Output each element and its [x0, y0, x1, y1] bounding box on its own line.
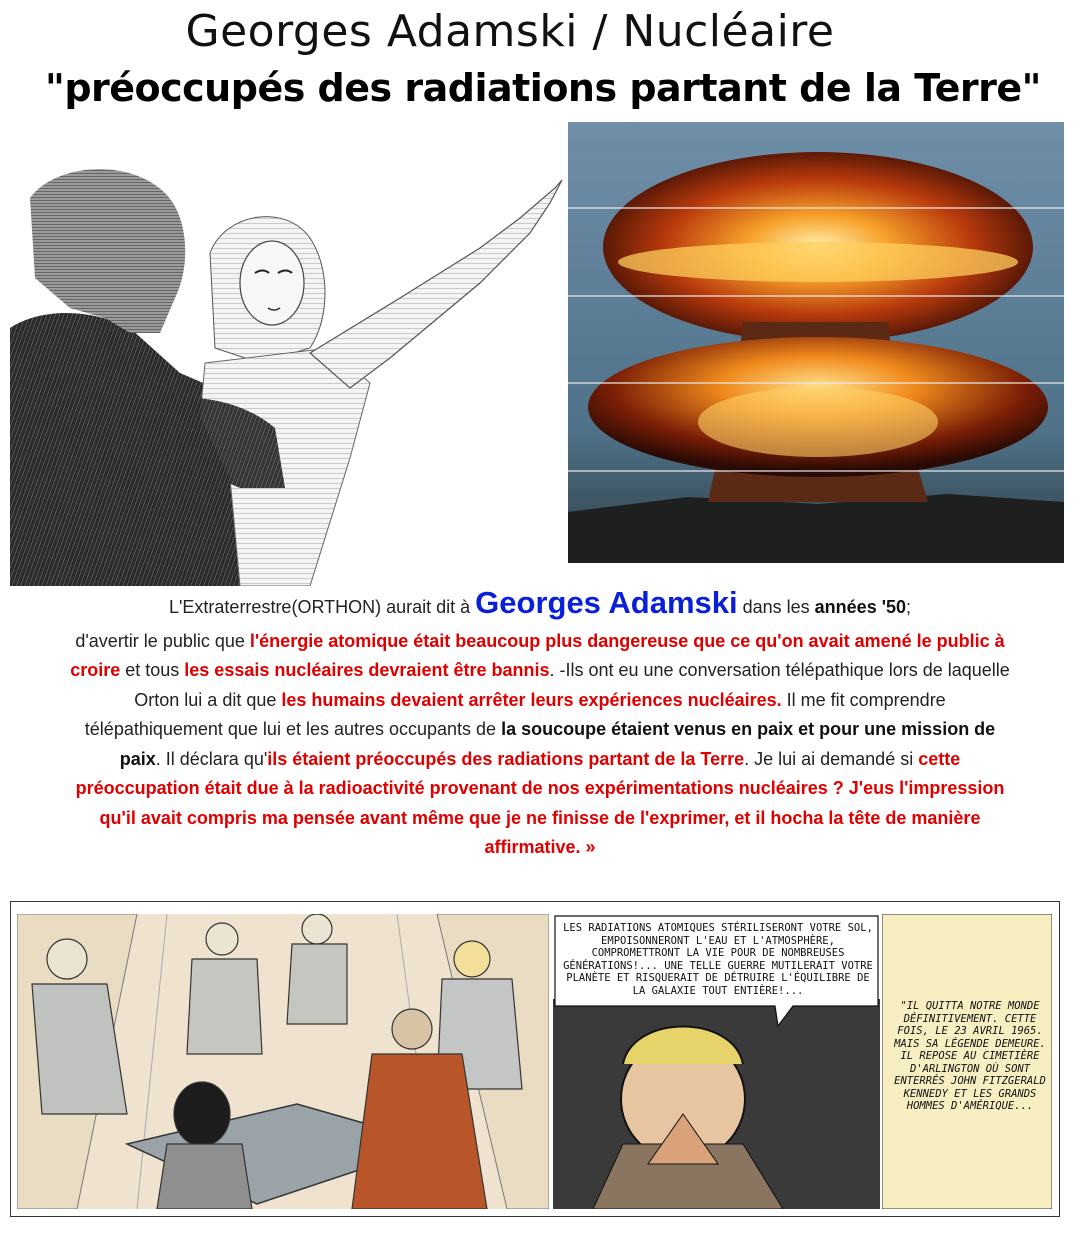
text-segment: . -Ils ont eu une conversation télépathique lors de laquelle Orton lui a dit que	[134, 660, 1010, 710]
intro-start: L'Extraterrestre(ORTHON) aurait dit à	[168, 597, 476, 617]
page-subtitle: "préoccupés des radiations partant de la Terre"	[45, 66, 1041, 110]
highlight-radioactivity: cette préoccupation était due à la radioactivité provenant de nos expérimentations nucléaires ? J'eus l'impression qu'il avait compris ma pensée avant même que je ne finisse de l'exprimer, et il hocha la tête de manière affirmative. »	[75, 748, 1005, 857]
article-paragraph	[70, 627, 1010, 863]
adamski-name: Georges Adamski	[475, 585, 738, 620]
intro-line	[40, 585, 1040, 623]
years-text: années '50	[814, 597, 907, 617]
intro-mid: dans les	[737, 597, 815, 617]
adamski-orthon-illustration	[10, 158, 570, 586]
text-segment: d'avertir le public que	[75, 630, 250, 651]
text-segment: . Je lui ai demandé si	[744, 748, 919, 769]
caption-text: "IL QUITTA NOTRE MONDE DÉFINITIVEMENT. CETTE FOIS, LE 23 AVRIL 1965. MAIS SA LÉGENDE DEMEURE. IL REPOSE AU CIMETIÈRE D'ARLINGTON OÙ SONT ENTERRÉS JOHN FITZGERALD KENNEDY ET LES GRANDS HOMMES D'AMÉRIQUE...	[894, 1000, 1046, 1112]
nuclear-explosion-photo	[568, 122, 1064, 563]
page-title: Georges Adamski / Nucléaire	[185, 6, 835, 57]
highlight-tests-banned: les essais nucléaires devraient être bannis	[184, 660, 550, 680]
text-segment: . Il déclara qu'	[155, 748, 268, 769]
text-segment: et tous	[120, 660, 185, 680]
intro-end: ;	[906, 597, 912, 617]
highlight-radiations: ils étaient préoccupés des radiations partant de la Terre	[267, 748, 745, 769]
speech-balloon-text: LES RADIATIONS ATOMIQUES STÉRILISERONT VOTRE SOL, EMPOISONNERONT L'EAU ET L'ATMOSPHÈRE, COMPROMETTRONT LA VIE POUR DE NOMBREUSES GÉNÉRATIONS!... UNE TELLE GUERRE MUTILERAIT VOTRE PLANÈTE ET RISQUERAIT DE DÉTRUIRE L'ÉQUILIBRE DE LA GALAXIE TOUT ENTIÈRE!...	[563, 922, 873, 997]
highlight-stop-experiments: les humains devaient arrêter leurs expériences nucléaires.	[281, 689, 782, 710]
comic-panel-meeting	[17, 914, 549, 1209]
highlight-atomic-energy: l'énergie atomique était beaucoup plus dangereuse que ce qu'on avait amené le public à croire	[70, 630, 1005, 680]
article-text	[40, 585, 1040, 863]
text-segment: Il me fit comprendre télépathiquement que lui et les autres occupants de	[84, 689, 946, 739]
highlight-peace-mission: la soucoupe étaient venus en paix et pour une mission de paix	[119, 719, 996, 769]
